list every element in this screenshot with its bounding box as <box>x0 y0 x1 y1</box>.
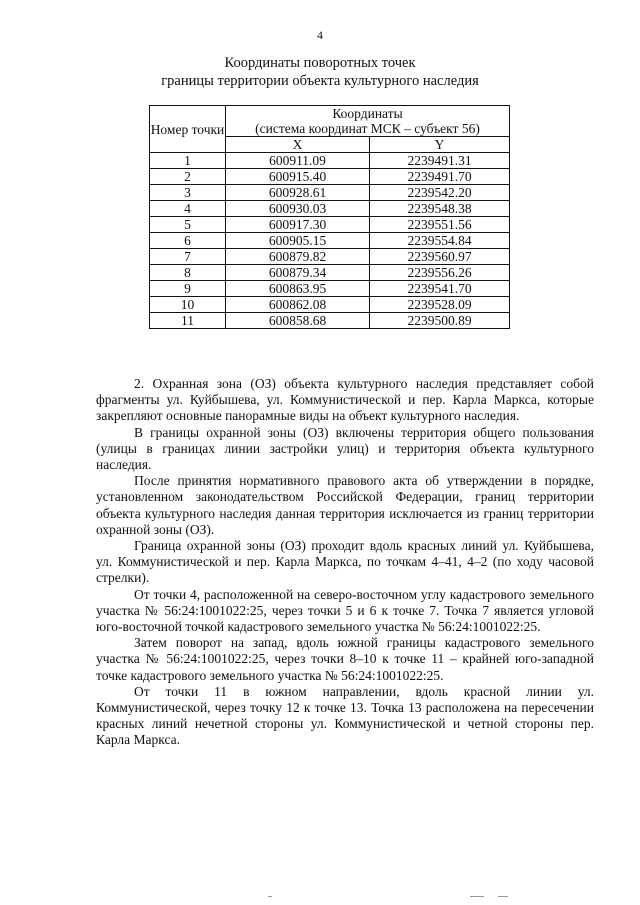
body-paragraph: После принятия нормативного правового акта об утверждении в порядке, установленном законодательством Российской Федерации, границ территории объекта культурного наследия данная территория исключается из границ территории охранной зоны (ОЗ). <box>96 473 594 537</box>
point-number-cell: 2 <box>150 169 226 185</box>
point-number-cell: 9 <box>150 281 226 297</box>
page-number: 4 <box>317 28 323 42</box>
point-number-cell: 1 <box>150 153 226 169</box>
body-paragraph: Затем поворот на запад, вдоль южной границы кадастрового земельного участка № 56:24:1001022:25, через точки 8–10 к точке 11 – крайней юго-западной точке кадастрового земельного участка № 56:24:1001022:25. <box>96 635 594 683</box>
x-coordinate-cell: 600917.30 <box>226 217 370 233</box>
title-line-2: границы территории объекта культурного наследия <box>161 73 479 89</box>
x-coordinate-cell: 600862.08 <box>226 297 370 313</box>
table-body <box>150 153 510 329</box>
x-coordinate-cell: 600905.15 <box>226 233 370 249</box>
title-line-1: Координаты поворотных точек <box>224 55 416 71</box>
table-row <box>150 313 510 329</box>
table-row <box>150 169 510 185</box>
x-coordinate-cell: 600930.03 <box>226 201 370 217</box>
point-number-cell: 8 <box>150 265 226 281</box>
table-row <box>150 249 510 265</box>
y-coordinate-cell: 2239554.84 <box>370 233 510 249</box>
body-text <box>96 376 594 749</box>
point-number-cell: 11 <box>150 313 226 329</box>
point-number-cell: 6 <box>150 233 226 249</box>
body-paragraph: 2. Охранная зона (ОЗ) объекта культурного наследия представляет собой фрагменты ул. Куйбышева, ул. Коммунистической и пер. Карла Маркса, которые закрепляют основные панорамные виды на объект культурного наследия. <box>96 376 594 424</box>
y-coordinate-cell: 2239560.97 <box>370 249 510 265</box>
x-coordinate-cell: 600915.40 <box>226 169 370 185</box>
header-x: X <box>226 137 370 153</box>
table-row <box>150 297 510 313</box>
table-row <box>150 201 510 217</box>
body-paragraph: От точки 4, расположенной на северо-восточном углу кадастрового земельного участка № 56:24:1001022:25, через точки 5 и 6 к точке 7. Точка 7 является угловой юго-восточной точкой кадастрового земельного участка № 56:24:1001022:25. <box>96 586 594 635</box>
header-coordinates-line-2: (система координат МСК – субъект 56) <box>255 121 480 136</box>
y-coordinate-cell: 2239491.70 <box>370 169 510 185</box>
point-number-cell: 3 <box>150 185 226 201</box>
table-row <box>150 265 510 281</box>
header-coordinates <box>226 106 510 137</box>
point-number-cell: 10 <box>150 297 226 313</box>
y-coordinate-cell: 2239491.31 <box>370 153 510 169</box>
scan-mark <box>268 896 272 897</box>
document-title <box>0 54 640 90</box>
body-paragraph: От точки 11 в южном направлении, вдоль красной линии ул. Коммунистической, через точку 12 к точке 13. Точка 13 расположена на пересечении красных линий нечетной стороны ул. Коммунистической и четной стороны пер. Карла Маркса. <box>96 683 594 748</box>
point-number-cell: 7 <box>150 249 226 265</box>
y-coordinate-cell: 2239541.70 <box>370 281 510 297</box>
table-row <box>150 281 510 297</box>
table-row <box>150 233 510 249</box>
x-coordinate-cell: 600879.34 <box>226 265 370 281</box>
body-paragraph: В границы охранной зоны (ОЗ) включены территория общего пользования (улицы в границах линии застройки улиц) и территория объекта культурного наследия. <box>96 424 594 473</box>
x-coordinate-cell: 600863.95 <box>226 281 370 297</box>
x-coordinate-cell: 600928.61 <box>226 185 370 201</box>
y-coordinate-cell: 2239542.20 <box>370 185 510 201</box>
header-coordinates-line-1: Координаты <box>332 106 403 121</box>
coordinates-table <box>149 105 510 329</box>
x-coordinate-cell: 600879.82 <box>226 249 370 265</box>
body-paragraph: Граница охранной зоны (ОЗ) проходит вдоль красных линий ул. Куйбышева, ул. Коммунистической и пер. Карла Маркса, по точкам 4–41, 4–2 (по ходу часовой стрелки). <box>96 538 594 586</box>
y-coordinate-cell: 2239551.56 <box>370 217 510 233</box>
y-coordinate-cell: 2239500.89 <box>370 313 510 329</box>
y-coordinate-cell: 2239528.09 <box>370 297 510 313</box>
header-y: Y <box>370 137 510 153</box>
scan-mark <box>470 896 484 897</box>
point-number-cell: 5 <box>150 217 226 233</box>
y-coordinate-cell: 2239556.26 <box>370 265 510 281</box>
x-coordinate-cell: 600911.09 <box>226 153 370 169</box>
y-coordinate-cell: 2239548.38 <box>370 201 510 217</box>
table-row <box>150 153 510 169</box>
table-row <box>150 217 510 233</box>
scan-mark <box>498 896 508 897</box>
header-point-number: Номер точки <box>150 106 226 153</box>
footer-scan-marks <box>0 896 640 902</box>
table-row <box>150 185 510 201</box>
point-number-cell: 4 <box>150 201 226 217</box>
x-coordinate-cell: 600858.68 <box>226 313 370 329</box>
